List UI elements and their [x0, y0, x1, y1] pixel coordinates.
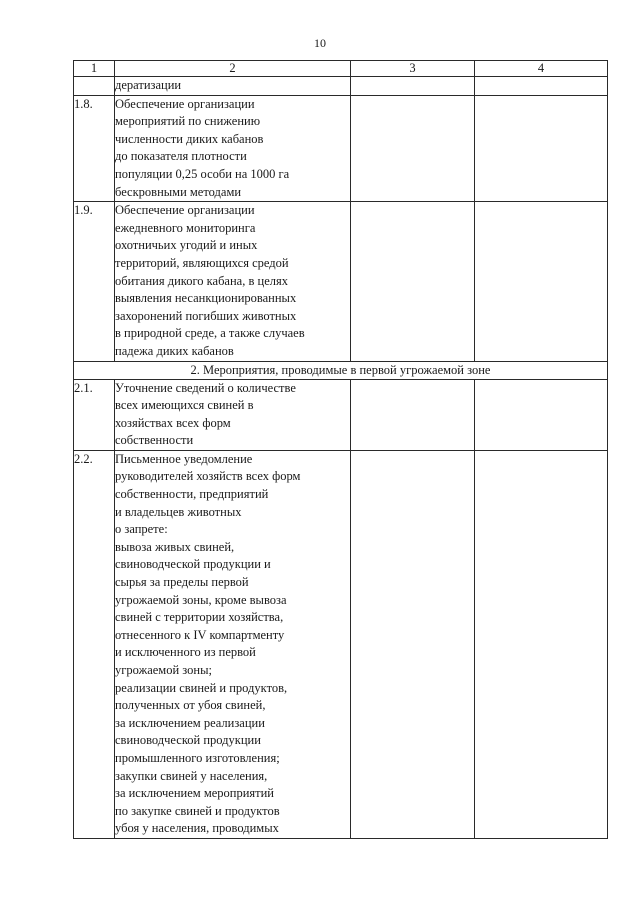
measure-text-line: и владельцев животных: [115, 504, 242, 519]
measure-text: [115, 95, 351, 202]
measure-text-line: Обеспечение организации: [115, 203, 255, 218]
measure-text: [115, 77, 351, 96]
column-3-cell: [351, 450, 475, 838]
measure-text-line: Письменное уведомление: [115, 451, 253, 466]
measure-text-line: за исключением мероприятий: [115, 786, 274, 801]
measure-text: [115, 379, 351, 450]
item-number: 2.1.: [74, 379, 115, 450]
continuation-row: [74, 77, 608, 96]
measure-text-line: территорий, являющихся средой: [115, 255, 289, 270]
measure-text-line: реализации свиней и продуктов,: [115, 680, 288, 695]
measure-text-line: свиноводческой продукции и: [115, 557, 271, 572]
measure-text-line: за исключением реализации: [115, 715, 265, 730]
table-row: [74, 379, 608, 450]
section-title: 2. Мероприятия, проводимые в первой угрожаемой зоне: [74, 361, 608, 379]
header-cell-1: 1: [74, 61, 115, 77]
header-cell-3: 3: [351, 61, 475, 77]
section-heading-row: [74, 361, 608, 379]
measure-text-line: отнесенного к IV компартменту: [115, 627, 285, 642]
measure-text-line: обитания дикого кабана, в целях: [115, 273, 288, 288]
item-number: 1.9.: [74, 202, 115, 361]
measure-text: [115, 202, 351, 361]
measure-text-line: и исключенного из первой: [115, 645, 256, 660]
measure-text-line: свиней с территории хозяйства,: [115, 610, 284, 625]
measure-text-line: о запрете:: [115, 522, 168, 537]
measure-text-line: выявления несанкционированных: [115, 291, 297, 306]
measure-text-line: бескровными методами: [115, 184, 242, 199]
measure-text: [115, 450, 351, 838]
measure-text-line: мероприятий по снижению: [115, 114, 261, 129]
measure-text-line: вывоза живых свиней,: [115, 539, 235, 554]
measure-text-line: Уточнение сведений о количестве: [115, 380, 296, 395]
measure-text-line: собственности, предприятий: [115, 487, 269, 502]
header-cell-2: 2: [115, 61, 351, 77]
measure-text-line: дератизации: [115, 78, 182, 92]
table-row: [74, 202, 608, 361]
column-3-cell: [351, 77, 475, 96]
measure-text-line: промышленного изготовления;: [115, 750, 280, 765]
column-4-cell: [475, 77, 608, 96]
column-3-cell: [351, 95, 475, 202]
column-4-cell: [475, 202, 608, 361]
measure-text-line: до показателя плотности: [115, 149, 247, 164]
measures-table: [73, 60, 608, 839]
measure-text-line: сырья за пределы первой: [115, 575, 249, 590]
measure-text-line: численности диких кабанов: [115, 131, 264, 146]
table-header-row: [74, 61, 608, 77]
item-number: [74, 77, 115, 96]
measure-text-line: угрожаемой зоны;: [115, 663, 212, 677]
measure-text-line: по закупке свиней и продуктов: [115, 803, 280, 818]
measure-text-line: хозяйствах всех форм: [115, 415, 231, 430]
measure-text-line: собственности: [115, 433, 194, 448]
measure-text-line: свиноводческой продукции: [115, 733, 261, 748]
measure-text-line: охотничьих угодий и иных: [115, 238, 258, 253]
measure-text-line: всех имеющихся свиней в: [115, 398, 254, 413]
measure-text-line: в природной среде, а также случаев: [115, 326, 305, 341]
measure-text-line: ежедневного мониторинга: [115, 220, 256, 235]
measure-text-line: убоя у населения, проводимых: [115, 821, 279, 836]
item-number: 1.8.: [74, 95, 115, 202]
measure-text-line: полученных от убоя свиней,: [115, 698, 266, 713]
column-4-cell: [475, 95, 608, 202]
measure-text-line: популяции 0,25 особи на 1000 га: [115, 166, 290, 181]
column-4-cell: [475, 379, 608, 450]
measure-text-line: Обеспечение организации: [115, 96, 255, 111]
item-number: 2.2.: [74, 450, 115, 838]
measure-text-line: руководителей хозяйств всех форм: [115, 469, 301, 484]
measure-text-line: закупки свиней у населения,: [115, 768, 268, 783]
header-cell-4: 4: [475, 61, 608, 77]
measure-text-line: падежа диких кабанов: [115, 343, 234, 358]
measure-text-line: угрожаемой зоны, кроме вывоза: [115, 592, 287, 607]
measure-text-line: захоронений погибших животных: [115, 308, 297, 323]
table-row: [74, 450, 608, 838]
column-3-cell: [351, 379, 475, 450]
column-3-cell: [351, 202, 475, 361]
column-4-cell: [475, 450, 608, 838]
table-row: [74, 95, 608, 202]
page-number: 10: [314, 36, 326, 50]
